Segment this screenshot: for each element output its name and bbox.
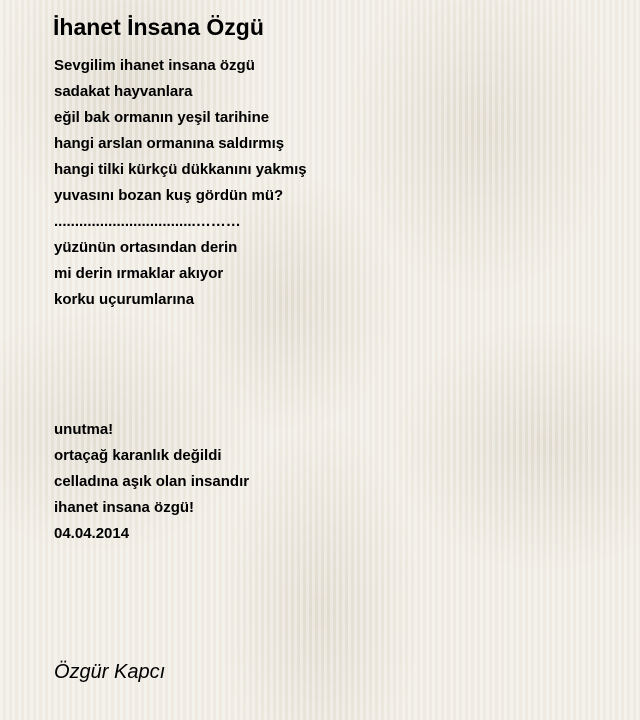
poem-body [54,53,614,547]
poem-blank-line [54,365,614,391]
poem-line: hangi tilki kürkçü dükkanını yakmış [54,161,307,178]
poem-line: ..................................……… [54,213,241,230]
poem-line: eğil bak ormanın yeşil tarihine [54,109,270,126]
poem-line: mi derin ırmaklar akıyor [54,265,224,282]
poem-line: ihanet insana özgü! [54,499,195,516]
poem-line: yuvasını bozan kuş gördün mü? [54,187,284,204]
poem-author: Özgür Kapcı [54,661,166,683]
poem-line: ortaçağ karanlık değildi [54,447,222,464]
poem-blank-line [54,339,614,365]
poem-date: 04.04.2014 [54,525,130,542]
poem-line: hangi arslan ormanına saldırmış [54,135,285,152]
poem-line: celladına aşık olan insandır [54,473,250,490]
poem-line: yüzünün ortasından derin [54,239,238,256]
poem-line: sadakat hayvanlara [54,83,193,100]
poem-line: unutma! [54,421,114,438]
poem-blank-line [54,391,614,417]
poem-title: İhanet İnsana Özgü [53,14,264,40]
poem-line: korku uçurumlarına [54,291,195,308]
poem-blank-line [54,313,614,339]
poem-line: Sevgilim ihanet insana özgü [54,57,255,74]
